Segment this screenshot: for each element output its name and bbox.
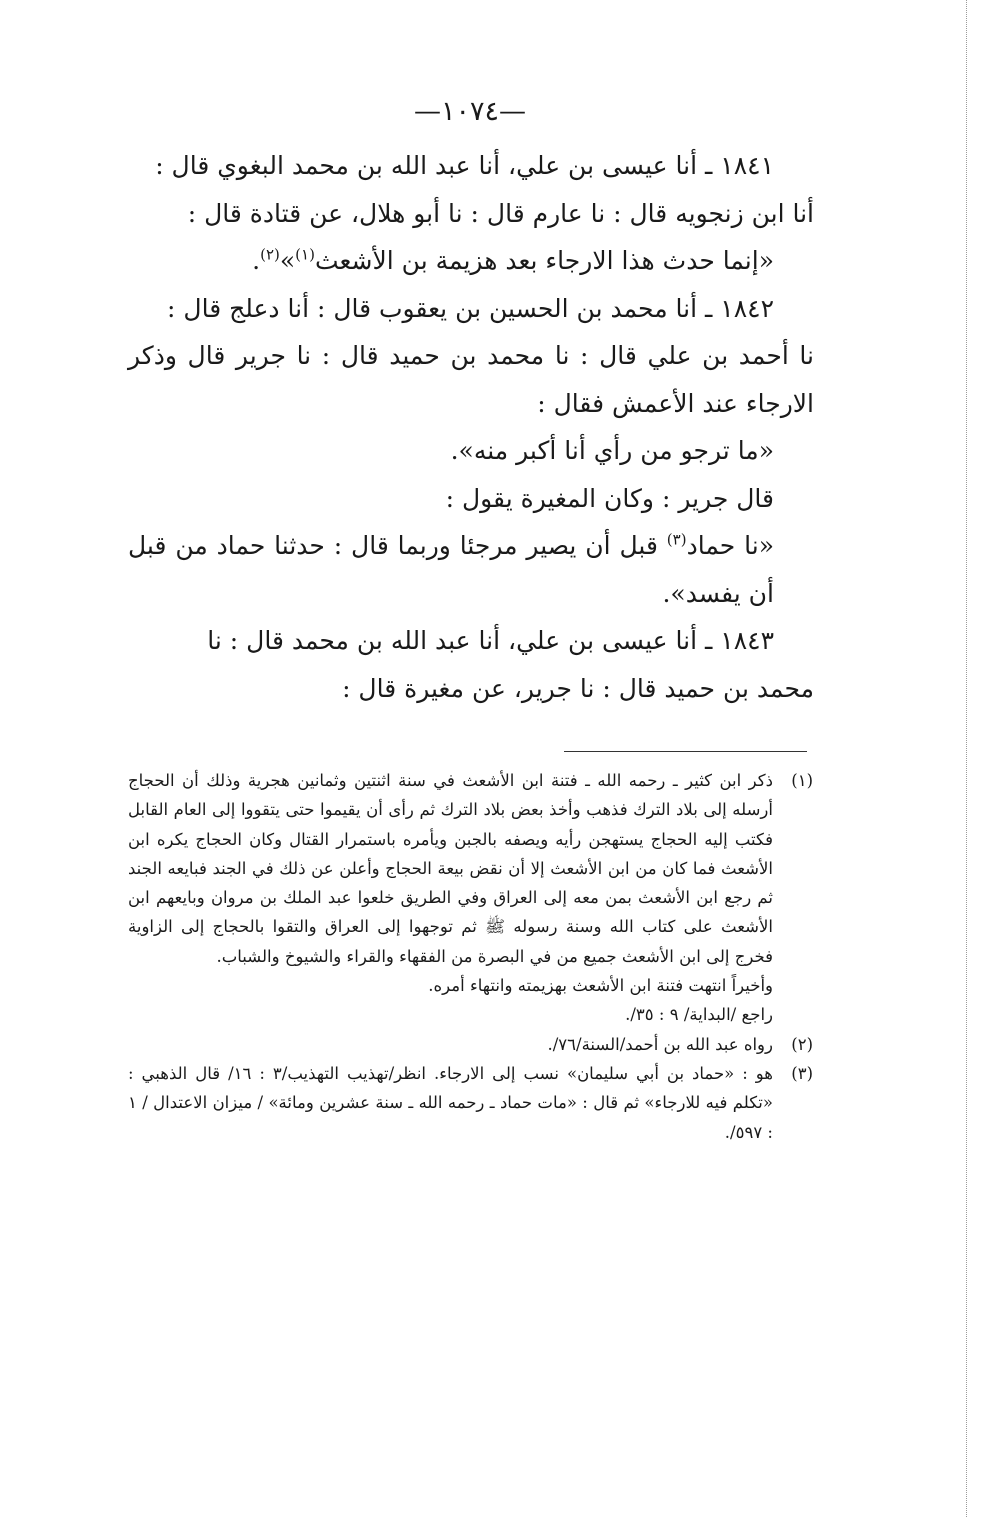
hadith-1842-quote: «ما ترجو من رأي أنا أكبر منه». (450, 436, 774, 465)
footnote-3-text: هو : «حماد بن أبي سليمان» نسب إلى الارجاء. انظر/تهذيب التهذيب/٣ : ١٦/ قال الذهبي : «تكلم فيه للارجاء» ثم قال : «مات حماد ـ رحمه الله ـ سنة عشرين ومائة» / ميزان الاعتدال / ١ : ٥٩٧/. (128, 1063, 773, 1142)
hadith-1841-head: ١٨٤١ ـ أنا عيسى بن علي، أنا عبد الله بن محمد البغوي قال : (155, 151, 774, 180)
footnote-1-mark: (١) (791, 771, 813, 790)
footnote-1-text2: وأخيراً انتهت فتنة ابن الأشعث بهزيمته وانتهاء أمره. (428, 976, 773, 996)
main-text (128, 142, 814, 712)
footnote-2-text: رواه عبد الله بن أحمد/السنة/٧٦/. (547, 1034, 773, 1054)
footnote-2 (128, 1030, 813, 1059)
hadith-1841-quote (128, 237, 814, 285)
quote-close: » (279, 246, 296, 275)
page-edge-line (966, 0, 967, 1517)
hadith-1841-quote-text: «إنما حدث هذا الارجاء بعد هزيمة بن الأشعث (314, 246, 774, 275)
footnote-ref-1: (١) (295, 245, 315, 264)
hadith-1842-quote2 (128, 522, 814, 617)
hadith-1843-head: ١٨٤٣ ـ أنا عيسى بن علي، أنا عبد الله بن محمد قال : نا (207, 626, 774, 655)
footnote-ref-3: (٣) (666, 530, 687, 549)
footnote-1-body (128, 766, 773, 1030)
hadith-1842-jarir: قال جرير : وكان المغيرة يقول : (445, 483, 774, 513)
hadith-1843-chain: محمد بن حميد قال : نا جرير، عن مغيرة قال : (342, 673, 814, 703)
hadith-1842-quote2-start: «نا حماد (686, 531, 774, 560)
hadith-1841-chain: أنا ابن زنجويه قال : نا عارم قال : نا أبو هلال، عن قتادة قال : (187, 198, 814, 228)
footnote-1-text: ذكر ابن كثير ـ رحمه الله ـ فتنة ابن الأشعث في سنة اثنتين وثمانين هجرية وذلك أن الحجاج أرسله إلى بلاد الترك فذهب وأخذ بعض بلاد الترك ثم رأى أن يقيموا حتى يتقووا إلى العام القابل فكتب إليه الحجاج يستهجن رأيه ويصفه بالجبن ويأمره باستمرار القتال وكان الحجاج يكره ابن الأشعث فما كان من ابن الأشعث إلا أن نقض بيعة الحجاج وأعلن عن ذلك في الجند فبايعه الجند ثم رجع ابن الأشعث بمن معه إلى العراق وفي الطريق خلعوا عبد الملك بن مروان وبايعهم ابن الأشعث على كتاب الله وسنة رسوله ﷺ ثم توجهوا إلى العراق والتقوا بالحجاج إلى الزاوية فخرج إلى ابن الأشعث جميع من في البصرة من الفقهاء والقراء والشيوخ والشباب. (128, 771, 773, 966)
footnote-ref-2: (٢) (260, 245, 280, 264)
hadith-1842-chain: نا أحمد بن علي قال : نا محمد بن حميد قال : نا جرير قال وذكر الارجاء عند الأعمش فقال : (128, 341, 814, 418)
hadith-1842-quote2-rest: قبل أن يصير مرجئا وربما قال : حدثنا حماد من قبل أن يفسد». (128, 531, 774, 608)
footnotes (128, 766, 813, 1147)
footnote-1-ref: راجع /البداية/ ٩ : ٣٥/. (625, 1005, 773, 1025)
page-number: —١٠٧٤— (413, 96, 526, 127)
footnote-2-body (128, 1030, 773, 1059)
footnote-3 (128, 1059, 813, 1147)
hadith-1842-head: ١٨٤٢ ـ أنا محمد بن الحسين بن يعقوب قال : أنا دعلج قال : (167, 293, 774, 323)
footnote-3-mark: (٣) (791, 1063, 813, 1083)
quote-end: . (252, 246, 261, 275)
footnote-separator (564, 751, 807, 752)
footnote-3-body (128, 1059, 773, 1147)
footnote-2-mark: (٢) (791, 1034, 813, 1054)
footnote-1 (128, 766, 813, 1030)
